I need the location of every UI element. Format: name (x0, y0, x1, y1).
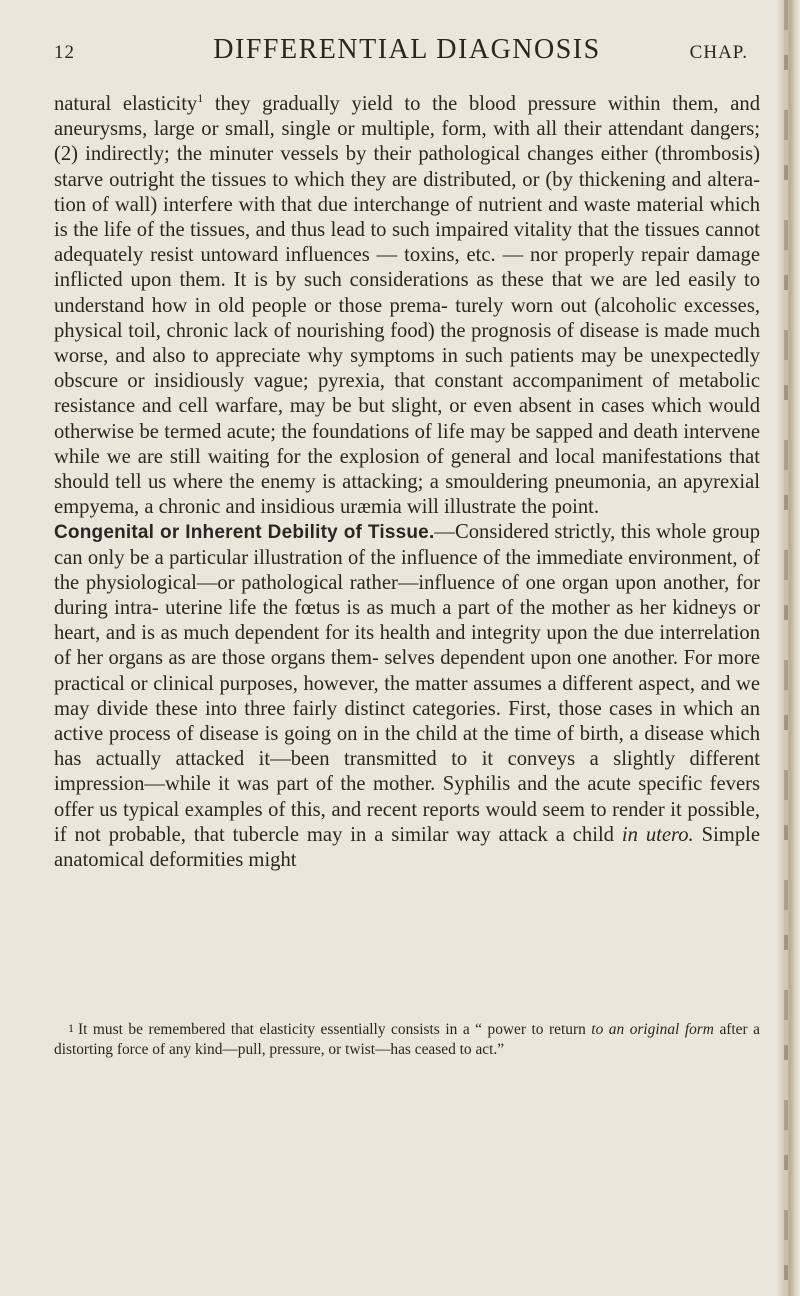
footnote-marker: 1 (197, 91, 204, 105)
body-text (54, 92, 760, 873)
paragraph-1 (54, 92, 760, 520)
paragraph-1-start: natural elasticity (54, 93, 198, 115)
footnote-text-end: after a distorting force of any kind—pull, pressure, or twist—has ceased to act.” (54, 1021, 760, 1058)
running-head (54, 30, 760, 70)
paragraph-2-italic: in utero. (621, 823, 694, 846)
chapter-label: CHAP. (689, 42, 748, 63)
page-edge-binding (778, 0, 800, 1296)
footnote-number: 1 (68, 1021, 74, 1035)
paragraph-2-text: —Considered strictly, this whole group can only be a particular illustration of the influence of the immediate environment, of the physiological—or pathological rather—influence of one organ upon another, for during intra- uterine life the fœtus is as much a part of the mother as her kidneys or heart, and is as much dependent for its health and integrity upon the due interrelation of her organs as are those organs them- selves dependent upon one another. For more practical or clinical purposes, however, the matter assumes a different aspect, and we may divide these into three fairly distinct categories. First, those cases in which an active process of disease is going on in the child at the time of birth, a disease which has actually attacked it—been transmitted to it conveys a slightly different impression—while it was part of the mother. Syphilis and the acute specific fevers offer us typical examples of this, and recent reports would seem to render it possible, if not probable, that tubercle may in a similar way attack a child (54, 521, 761, 846)
footnote (54, 1018, 760, 1060)
page-number: 12 (54, 42, 75, 63)
section-heading: Congenital or Inherent Debility of Tissue. (54, 522, 435, 544)
footnote-text-start: It must be remembered that elasticity essentially consists in a “ power to return (78, 1021, 592, 1038)
paragraph-1-text: they gradually yield to the blood pressure within them, and aneurysms, large or small, single or multiple, form, with all their attendant dangers; (2) indirectly; the minuter vessels by their pathological changes either (thrombosis) starve outright the tissues to which they are distributed, or (by thickening and altera- tion of wall) interfere with that due interchange of nutrient and waste material which is the life of the tissues, and thus lead to such impaired vitality that the tissues cannot adequately resist untoward influences — toxins, etc. — nor properly repair damage inflicted upon them. It is by such considerations as these that we are led easily to understand how in old people or those prema- turely worn out (alcoholic excesses, physical toil, chronic lack of nourishing food) the prognosis of disease is made much worse, and also to appreciate why symptoms in such patients may be unexpectedly obscure or insidiously vague; pyrexia, that constant accompaniment of metabolic resistance and cell warfare, may be but slight, or even absent in cases which would otherwise be termed acute; the foundations of life may be sapped and death intervene while we are still waiting for the explosion of general and local manifestations that should tell us where the enemy is attacking; a smouldering pneumonia, an apyrexial empyema, a chronic and insidious uræmia will illustrate the point. (54, 93, 760, 519)
paragraph-2-end: Simple anatomical deformities might (54, 823, 760, 872)
footnote-italic: to an original form (591, 1021, 714, 1038)
paragraph-2 (54, 520, 760, 873)
running-title: DIFFERENTIAL DIAGNOSIS (213, 34, 601, 65)
